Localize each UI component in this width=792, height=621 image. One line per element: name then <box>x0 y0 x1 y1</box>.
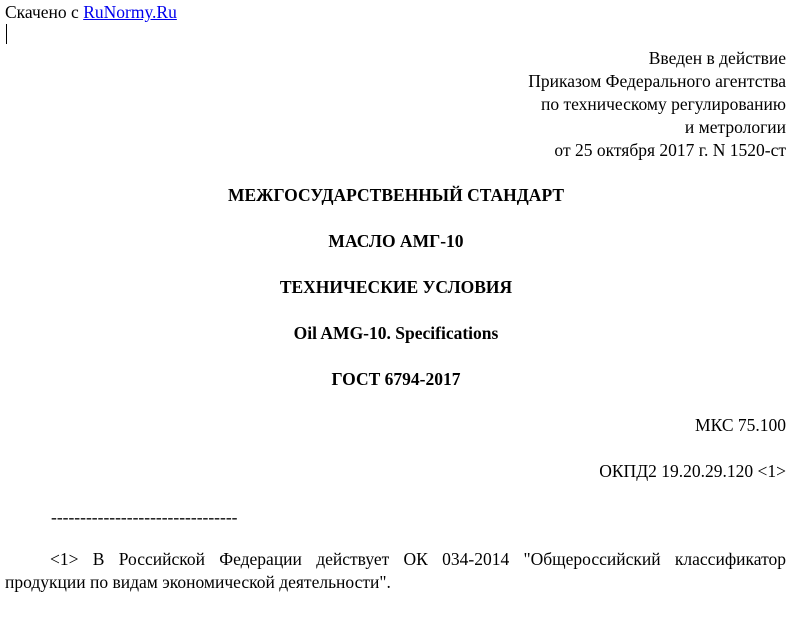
download-prefix: Скачено с <box>5 2 84 22</box>
approval-line: по техническому регулированию <box>540 94 786 114</box>
english-title-heading: Oil AMG-10. Specifications <box>293 323 499 343</box>
approval-line: и метрологии <box>684 117 786 137</box>
text-cursor <box>6 24 7 44</box>
runormy-link[interactable]: RuNormy.Ru <box>83 2 177 22</box>
okpd-code: ОКПД2 19.20.29.120 <1> <box>599 461 786 481</box>
subject-heading: ТЕХНИЧЕСКИЕ УСЛОВИЯ <box>279 277 513 297</box>
footnote-text: <1> В Российской Федерации действует ОК 034-2014 "Общероссийский классификатор продукции по видам экономической деятельности". <box>5 549 786 592</box>
standard-type-heading: МЕЖГОСУДАРСТВЕННЫЙ СТАНДАРТ <box>227 185 565 205</box>
mks-code: МКС 75.100 <box>695 415 786 435</box>
product-heading: МАСЛО АМГ-10 <box>328 231 464 251</box>
approval-line: Введен в действие <box>648 48 786 68</box>
standard-code-heading: ГОСТ 6794-2017 <box>331 369 461 389</box>
approval-line: от 25 октября 2017 г. N 1520-ст <box>554 140 786 160</box>
approval-line: Приказом Федерального агентства <box>528 71 786 91</box>
approval-block <box>528 47 786 162</box>
footnote-separator: -------------------------------- <box>51 507 238 527</box>
download-source-line <box>5 2 177 22</box>
